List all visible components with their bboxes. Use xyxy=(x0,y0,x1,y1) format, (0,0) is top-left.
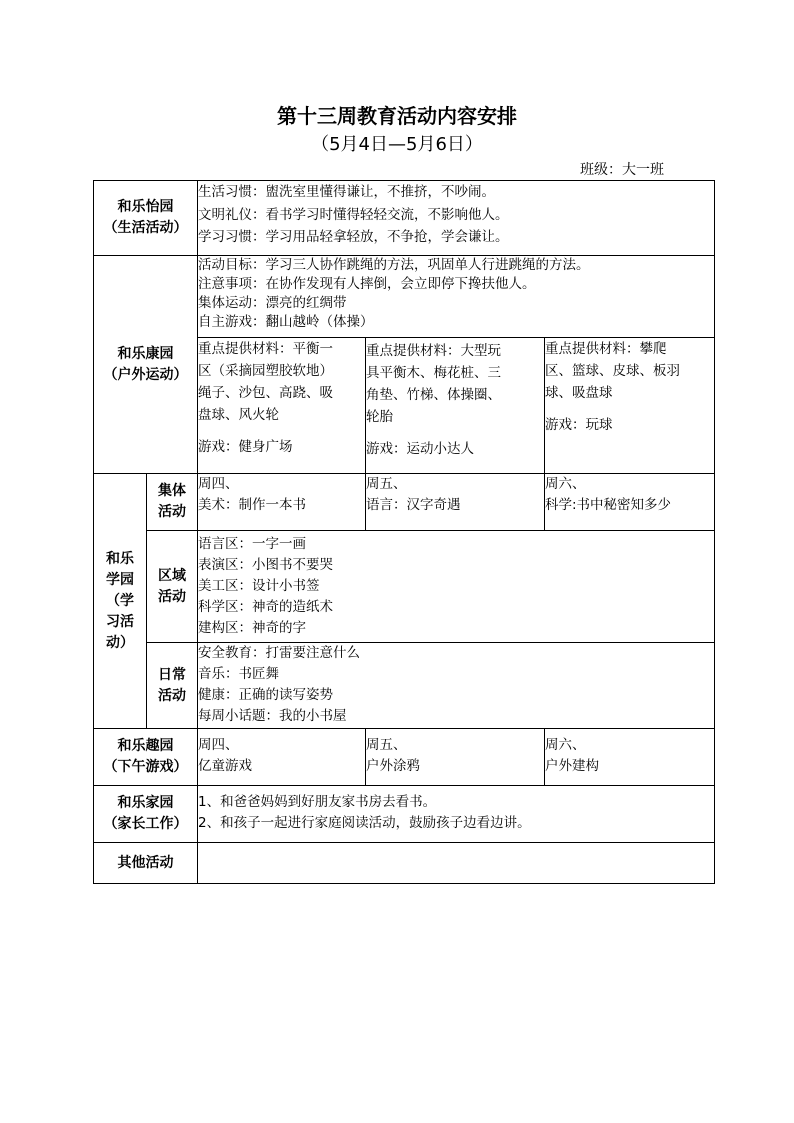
outdoor-zone: 重点提供材料：平衡一 区（采摘园塑胶软地） 绳子、沙包、高跷、吸 盘球、风火轮 游戏：健身广场 xyxy=(198,338,366,474)
learning-header: 和乐 学园 （学 习活 动） xyxy=(94,474,147,729)
area-line: 建构区：神奇的字 xyxy=(198,620,306,636)
afternoon-day: 周六、 户外建构 xyxy=(545,729,715,786)
schedule-table xyxy=(93,180,715,884)
life-content xyxy=(198,181,715,256)
life-row xyxy=(94,181,715,256)
area-line: 美工区：设计小书签 xyxy=(198,578,320,594)
outdoor-header: 和乐康园 （户外运动） xyxy=(94,256,198,474)
outdoor-line: 自主游戏：翻山越岭（体操） xyxy=(198,314,374,330)
group-activity-day: 周四、 美术：制作一本书 xyxy=(198,474,366,531)
afternoon-day: 周五、 户外涂鸦 xyxy=(366,729,545,786)
family-header: 和乐家园 （家长工作） xyxy=(94,786,198,843)
class-label: 班级：大一班 xyxy=(580,162,664,178)
daily-line: 安全教育：打雷要注意什么 xyxy=(198,645,360,661)
area-activity-label: 区域 活动 xyxy=(147,531,198,643)
outdoor-line: 活动目标：学习三人协作跳绳的方法，巩固单人行进跳绳的方法。 xyxy=(198,257,590,273)
date-range: （5月4日—5月6日） xyxy=(311,134,483,155)
other-content xyxy=(198,843,715,884)
family-line: 2、和孩子一起进行家庭阅读活动，鼓励孩子边看边讲。 xyxy=(198,815,531,831)
daily-line: 健康：正确的读写姿势 xyxy=(198,687,333,703)
outdoor-game: 游戏：玩球 xyxy=(545,417,613,433)
other-header: 其他活动 xyxy=(94,843,198,884)
life-line: 生活习惯：盥洗室里懂得谦让，不推挤，不吵闹。 xyxy=(198,184,495,200)
outdoor-zone: 重点提供材料：攀爬 区、篮球、皮球、板羽 球、吸盘球 游戏：玩球 xyxy=(545,338,715,474)
learning-group-row xyxy=(94,474,715,531)
family-line: 1、和爸爸妈妈到好朋友家书房去看书。 xyxy=(198,794,437,810)
other-row xyxy=(94,843,715,884)
group-activity-day: 周六、 科学:书中秘密知多少 xyxy=(545,474,715,531)
life-header: 和乐怡园 （生活活动） xyxy=(94,181,198,256)
afternoon-row xyxy=(94,729,715,786)
outdoor-zone: 重点提供材料：大型玩 具平衡木、梅花桩、三 角垫、竹梯、体操圈、 轮胎 游戏：运动小达人 xyxy=(366,338,545,474)
daily-line: 每周小话题：我的小书屋 xyxy=(198,708,347,724)
afternoon-day: 周四、 亿童游戏 xyxy=(198,729,366,786)
daily-line: 音乐：书匠舞 xyxy=(198,666,279,682)
area-line: 语言区：一字一画 xyxy=(198,536,306,552)
family-row xyxy=(94,786,715,843)
outdoor-line: 集体运动：漂亮的红绸带 xyxy=(198,295,347,311)
outdoor-game: 游戏：运动小达人 xyxy=(366,441,474,457)
learning-area-row xyxy=(94,531,715,643)
life-line: 学习习惯：学习用品轻拿轻放，不争抢，学会谦让。 xyxy=(198,229,509,245)
family-content xyxy=(198,786,715,843)
outdoor-game: 游戏：健身广场 xyxy=(198,439,293,455)
daily-activity-label: 日常 活动 xyxy=(147,643,198,729)
learning-daily-row xyxy=(94,643,715,729)
afternoon-header: 和乐趣园 （下午游戏） xyxy=(94,729,198,786)
group-activity-label: 集体 活动 xyxy=(147,474,198,531)
area-line: 科学区：神奇的造纸术 xyxy=(198,599,333,615)
outdoor-line: 注意事项：在协作发现有人摔倒，会立即停下搀扶他人。 xyxy=(198,276,536,292)
daily-activity-content xyxy=(198,643,715,729)
area-line: 表演区：小图书不要哭 xyxy=(198,557,333,573)
page-title: 第十三周教育活动内容安排 xyxy=(277,104,517,128)
area-activity-content xyxy=(198,531,715,643)
life-line: 文明礼仪：看书学习时懂得轻轻交流，不影响他人。 xyxy=(198,206,509,223)
group-activity-day: 周五、 语言：汉字奇遇 xyxy=(366,474,545,531)
outdoor-content xyxy=(198,256,715,338)
outdoor-row xyxy=(94,256,715,338)
